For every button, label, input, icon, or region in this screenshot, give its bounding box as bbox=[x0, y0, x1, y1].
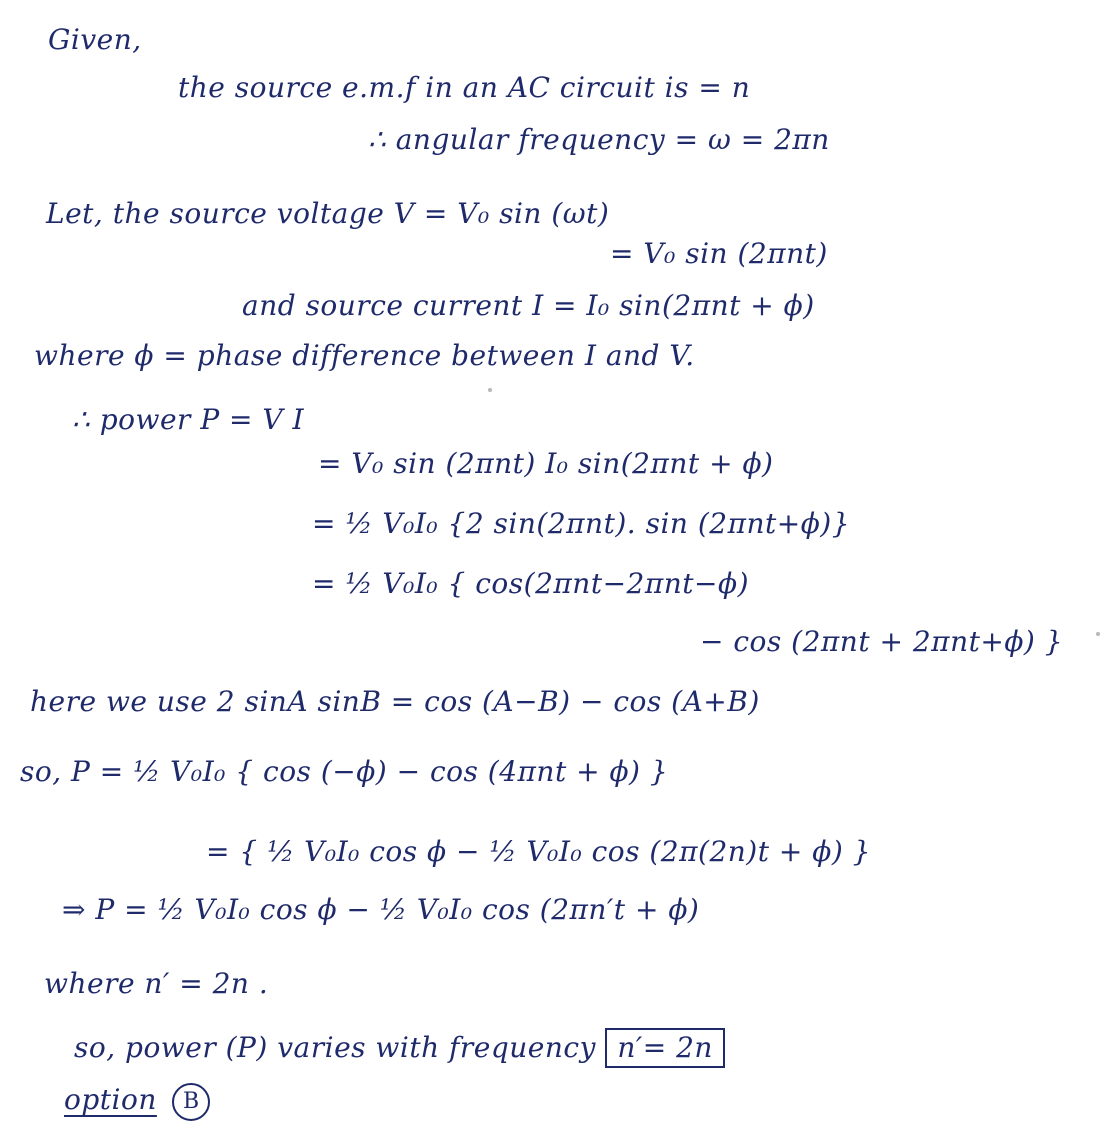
line-power-simplified: so, P = ½ V₀I₀ { cos (−ϕ) − cos (4πnt + ϕ) } bbox=[20, 755, 669, 788]
line-phase-difference: where ϕ = phase difference between I and V. bbox=[34, 339, 695, 372]
line-power-step-2: = ½ V₀I₀ {2 sin(2πnt). sin (2πnt+ϕ)} bbox=[312, 507, 851, 540]
stray-mark bbox=[488, 388, 492, 392]
line-power-step-3-cont: − cos (2πnt + 2πnt+ϕ) } bbox=[700, 625, 1064, 658]
line-power-step-1: = V₀ sin (2πnt) I₀ sin(2πnt + ϕ) bbox=[318, 447, 774, 480]
line-source-emf: the source e.m.f in an AC circuit is = n bbox=[178, 71, 751, 104]
line-angular-frequency: ∴ angular frequency = ω = 2πn bbox=[368, 123, 830, 156]
line-source-voltage: Let, the source voltage V = V₀ sin (ωt) bbox=[46, 197, 610, 230]
option-circle: B bbox=[172, 1083, 210, 1121]
line-power-definition: ∴ power P = V I bbox=[72, 403, 305, 436]
line-identity-used: here we use 2 sinA sinB = cos (A−B) − cos (A+B) bbox=[30, 685, 760, 718]
stray-mark bbox=[1096, 632, 1100, 636]
line-power-step-3: = ½ V₀I₀ { cos(2πnt−2πnt−ϕ) bbox=[312, 567, 750, 600]
line-power-expanded: = { ½ V₀I₀ cos ϕ − ½ V₀I₀ cos (2π(2n)t + ϕ) } bbox=[206, 835, 871, 868]
option-label: option bbox=[64, 1083, 157, 1116]
conclusion-text: so, power (P) varies with frequency bbox=[74, 1031, 596, 1064]
line-power-final: ⇒ P = ½ V₀I₀ cos ϕ − ½ V₀I₀ cos (2πn′t + ϕ) bbox=[62, 893, 700, 926]
line-source-voltage-2: = V₀ sin (2πnt) bbox=[610, 237, 828, 270]
line-conclusion bbox=[74, 1028, 725, 1068]
line-where-n-prime: where n′ = 2n . bbox=[44, 967, 269, 1000]
line-option bbox=[64, 1082, 210, 1121]
given-heading: Given, bbox=[48, 23, 142, 56]
line-source-current: and source current I = I₀ sin(2πnt + ϕ) bbox=[242, 289, 815, 322]
boxed-answer: n′= 2n bbox=[605, 1028, 725, 1068]
